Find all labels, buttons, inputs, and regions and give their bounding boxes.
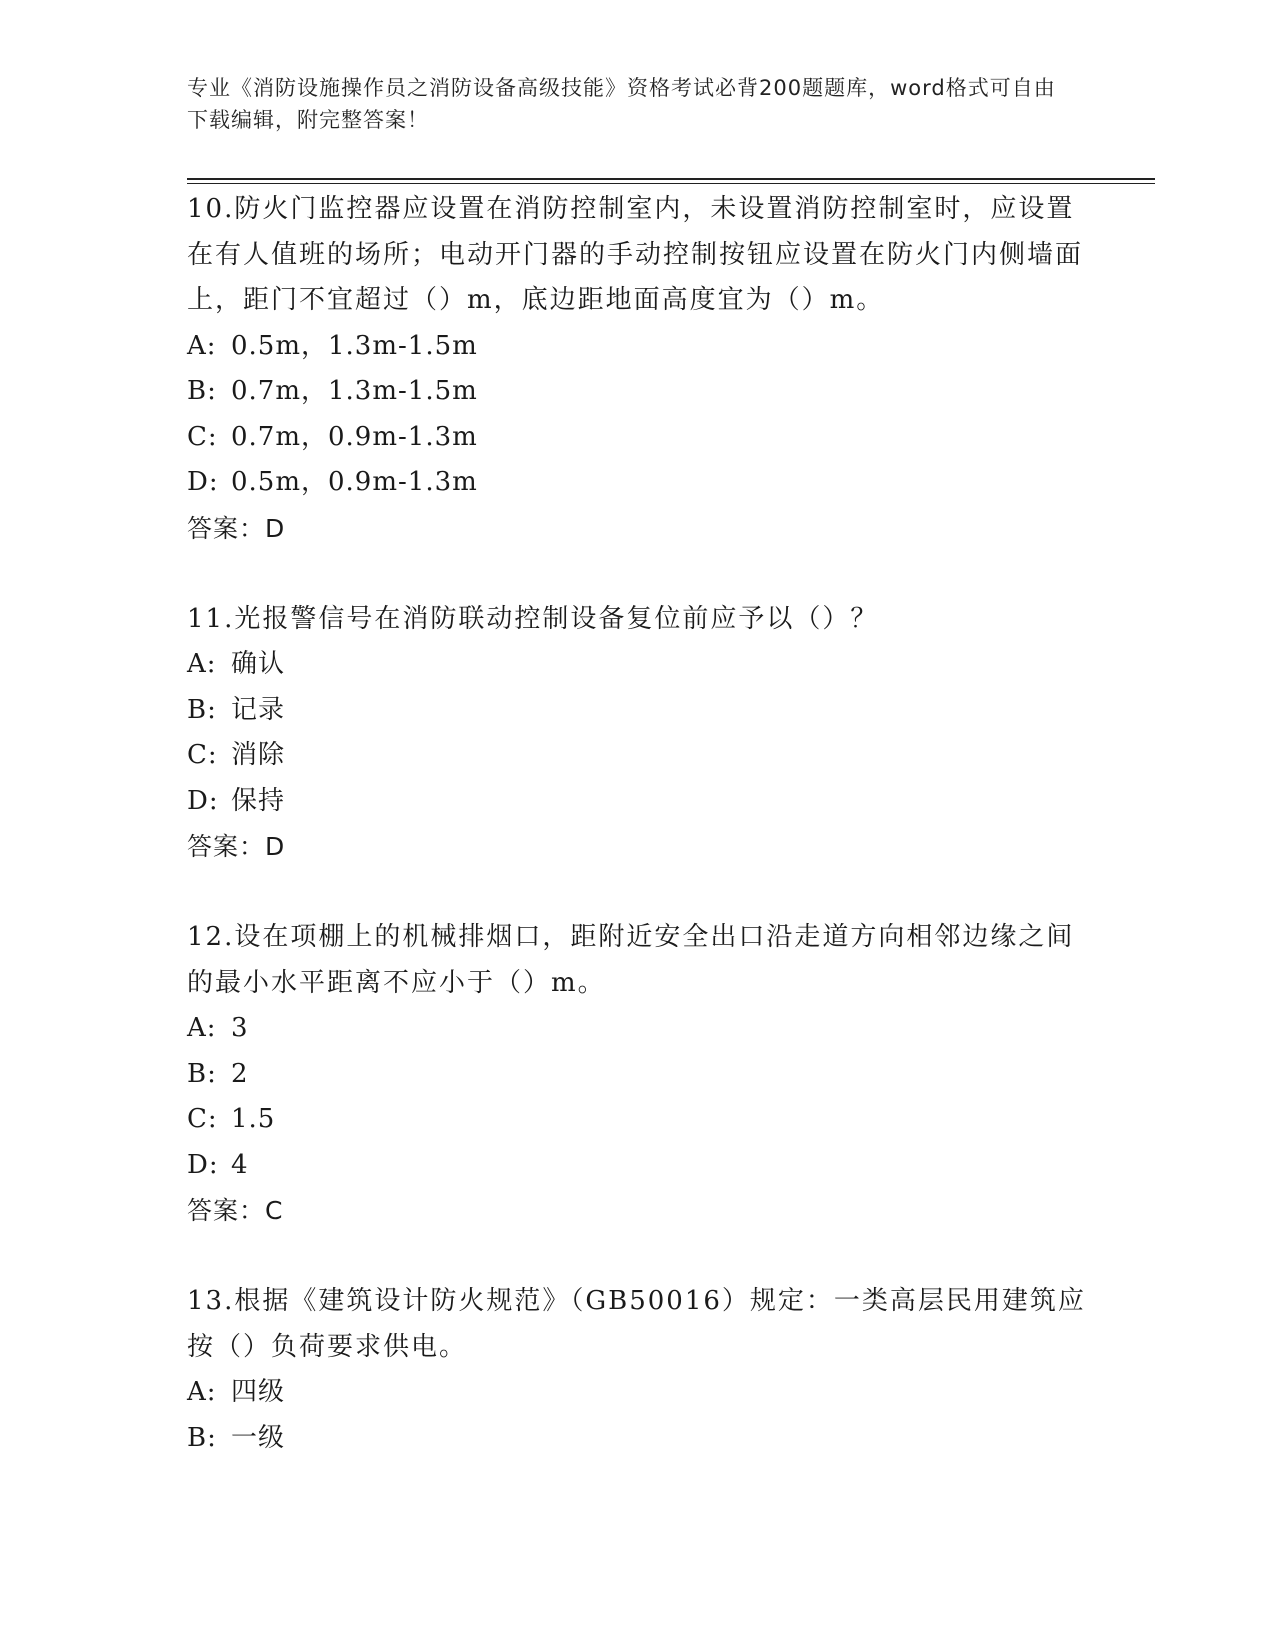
- question-text: 10.防火门监控器应设置在消防控制室内，未设置消防控制室时，应设置在有人值班的场所；电动开门器的手动控制按钮应设置在防火门内侧墙面上，距门不宜超过（）m，底边距地面高度宜为（）m。: [187, 194, 1084, 315]
- option-text: 一级: [231, 1422, 286, 1453]
- question-block: [187, 597, 1087, 870]
- spacer: [187, 870, 1087, 916]
- answer-line: 答案：D: [187, 513, 286, 543]
- option-a: [187, 1006, 1087, 1052]
- option-c: [187, 415, 1087, 461]
- option-b: [187, 1052, 1087, 1098]
- option-a: [187, 1370, 1087, 1416]
- question-block: [187, 1279, 1087, 1461]
- option-label: B:: [187, 694, 217, 725]
- option-b: [187, 1416, 1087, 1462]
- option-a: [187, 324, 1087, 370]
- option-label: D:: [187, 1149, 219, 1180]
- option-label: C:: [187, 740, 218, 770]
- option-label: A:: [187, 1377, 217, 1407]
- option-label: C:: [187, 1104, 218, 1134]
- option-label: C:: [187, 421, 218, 452]
- option-c: [187, 733, 1087, 779]
- option-label: B:: [187, 376, 217, 406]
- option-label: D:: [187, 785, 219, 816]
- option-text: 3: [231, 1013, 249, 1043]
- option-text: 2: [231, 1058, 249, 1089]
- option-text: 四级: [231, 1377, 286, 1407]
- question-text: 11.光报警信号在消防联动控制设备复位前应予以（）？: [187, 603, 879, 634]
- question-text: 12.设在项棚上的机械排烟口，距附近安全出口沿走道方向相邻边缘之间的最小水平距离不应小于（）m。: [187, 922, 1075, 998]
- option-text: 确认: [231, 649, 286, 679]
- option-text: 消除: [231, 740, 286, 770]
- option-label: A:: [187, 330, 217, 361]
- header-divider-thick: [187, 178, 1155, 180]
- option-c: [187, 1097, 1087, 1143]
- option-a: [187, 642, 1087, 688]
- question-text: 13.根据《建筑设计防火规范》（GB50016）规定：一类高层民用建筑应按（）负荷要求供电。: [187, 1286, 1086, 1362]
- spacer: [187, 1234, 1087, 1280]
- option-d: [187, 1143, 1087, 1189]
- option-label: B:: [187, 1058, 217, 1089]
- option-text: 0.7m，1.3m-1.5m: [231, 376, 478, 406]
- option-label: D:: [187, 467, 219, 497]
- option-label: A:: [187, 1013, 217, 1043]
- answer-line: 答案：D: [187, 832, 286, 861]
- question-block: [187, 915, 1087, 1234]
- spacer: [187, 551, 1087, 597]
- option-b: [187, 688, 1087, 734]
- option-label: A:: [187, 649, 217, 679]
- option-label: B:: [187, 1422, 217, 1453]
- option-text: 0.5m，0.9m-1.3m: [231, 467, 478, 497]
- document-header: 专业《消防设施操作员之消防设备高级技能》资格考试必背200题题库，word格式可自由下载编辑，附完整答案！: [187, 76, 1056, 132]
- option-d: [187, 460, 1087, 506]
- answer-line: 答案：C: [187, 1196, 284, 1225]
- option-b: [187, 369, 1087, 415]
- option-text: 记录: [231, 694, 286, 725]
- option-text: 1.5: [231, 1104, 276, 1134]
- header-divider-thin: [187, 183, 1155, 184]
- question-block: [187, 187, 1087, 551]
- question-list: [187, 187, 1087, 1461]
- option-text: 保持: [231, 785, 286, 816]
- option-text: 0.5m，1.3m-1.5m: [231, 330, 478, 361]
- option-text: 0.7m，0.9m-1.3m: [231, 421, 478, 452]
- option-d: [187, 779, 1087, 825]
- option-text: 4: [231, 1149, 249, 1180]
